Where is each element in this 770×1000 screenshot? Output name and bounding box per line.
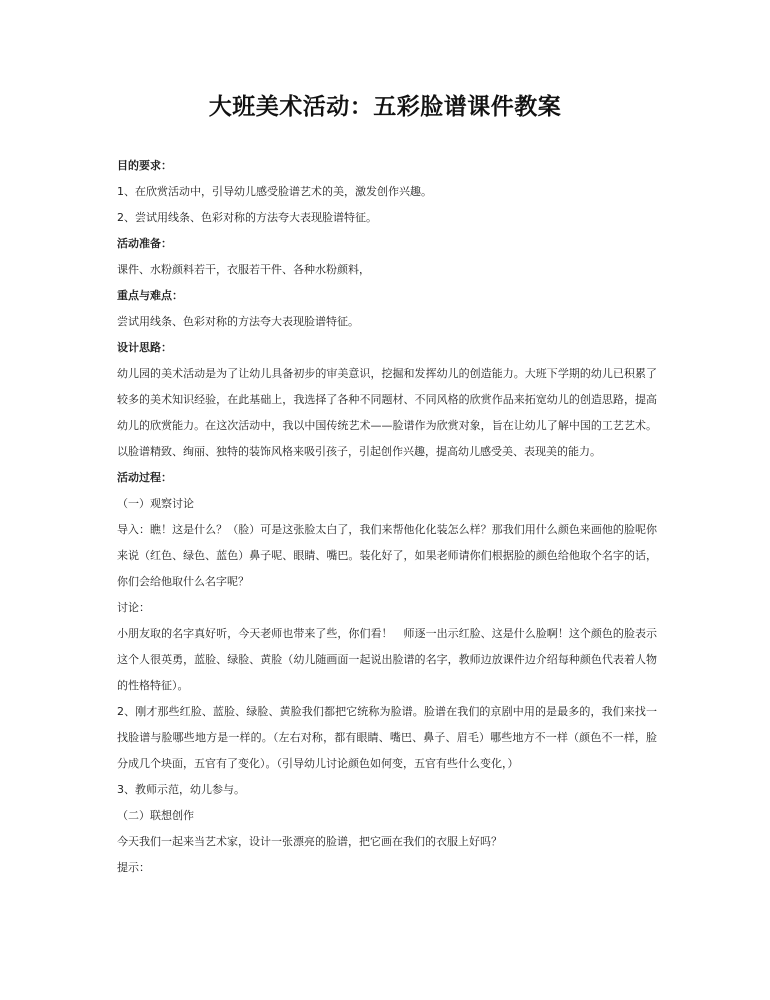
key-points-text: 尝试用线条、色彩对称的方法夸大表现脸谱特征。: [117, 315, 359, 328]
document-body: [117, 153, 657, 881]
intro-paragraph: 导入：瞧！这是什么？（脸）可是这张脸太白了，我们来帮他化化装怎么样？那我们用什么颜色来画他的脸呢你来说（红色、绿色、蓝色）鼻子呢、眼睛、嘴巴。装化好了，如果老师请你们根据脸的颜色给他取个名字的话，你们会给他取什么名字呢？: [117, 523, 657, 588]
preparation-text: 课件、水粉颜料若干，衣服若干件、各种水粉颜料，: [117, 263, 370, 276]
create-text: 今天我们一起来当艺术家，设计一张漂亮的脸谱，把它画在我们的衣服上好吗？: [117, 835, 502, 848]
discussion-paragraph: 小朋友取的名字真好听，今天老师也带来了些，你们看！ 师逐一出示红脸、这是什么脸啊！这个颜色的脸表示这个人很英勇，蓝脸、绿脸、黄脸（幼儿随画面一起说出脸谱的名字，教师边放课件边介绍每种颜色代表着人物的性格特征）。: [117, 627, 657, 692]
goals-heading: 目的要求：: [117, 159, 172, 172]
step-2-paragraph: 2、刚才那些红脸、蓝脸、绿脸、黄脸我们都把它统称为脸谱。脸谱在我们的京剧中用的是最多的，我们来找一找脸谱与脸哪些地方是一样的。（左右对称，都有眼睛、嘴巴、鼻子、眉毛）哪些地方不一样（颜色不一样，脸分成几个块面，五官有了变化）。（引导幼儿讨论颜色如何变，五官有些什么变化，）: [117, 705, 657, 770]
step-3-text: 3、教师示范，幼儿参与。: [117, 783, 245, 796]
hint-label: 提示：: [117, 861, 150, 874]
key-points-heading: 重点与难点：: [117, 289, 183, 302]
preparation-heading: 活动准备：: [117, 237, 172, 250]
discussion-label: 讨论：: [117, 601, 150, 614]
part-1-heading: （一）观察讨论: [117, 497, 194, 510]
process-heading: 活动过程：: [117, 471, 172, 484]
part-2-heading: （二）联想创作: [117, 809, 194, 822]
design-paragraph: 幼儿园的美术活动是为了让幼儿具备初步的审美意识，挖掘和发挥幼儿的创造能力。大班下学期的幼儿已积累了较多的美术知识经验，在此基础上，我选择了各种不同题材、不同风格的欣赏作品来拓宽幼儿的创造思路，提高幼儿的欣赏能力。在这次活动中，我以中国传统艺术——脸谱作为欣赏对象，旨在让幼儿了解中国的工艺艺术。以脸谱精致、绚丽、独特的装饰风格来吸引孩子，引起创作兴趣，提高幼儿感受美、表现美的能力。: [117, 367, 657, 458]
design-heading: 设计思路：: [117, 341, 172, 354]
document-title: 大班美术活动：五彩脸谱课件教案: [208, 93, 562, 120]
goal-item-2: 2、尝试用线条、色彩对称的方法夸大表现脸谱特征。: [117, 211, 377, 224]
goal-item-1: 1、在欣赏活动中，引导幼儿感受脸谱艺术的美，激发创作兴趣。: [117, 185, 432, 198]
